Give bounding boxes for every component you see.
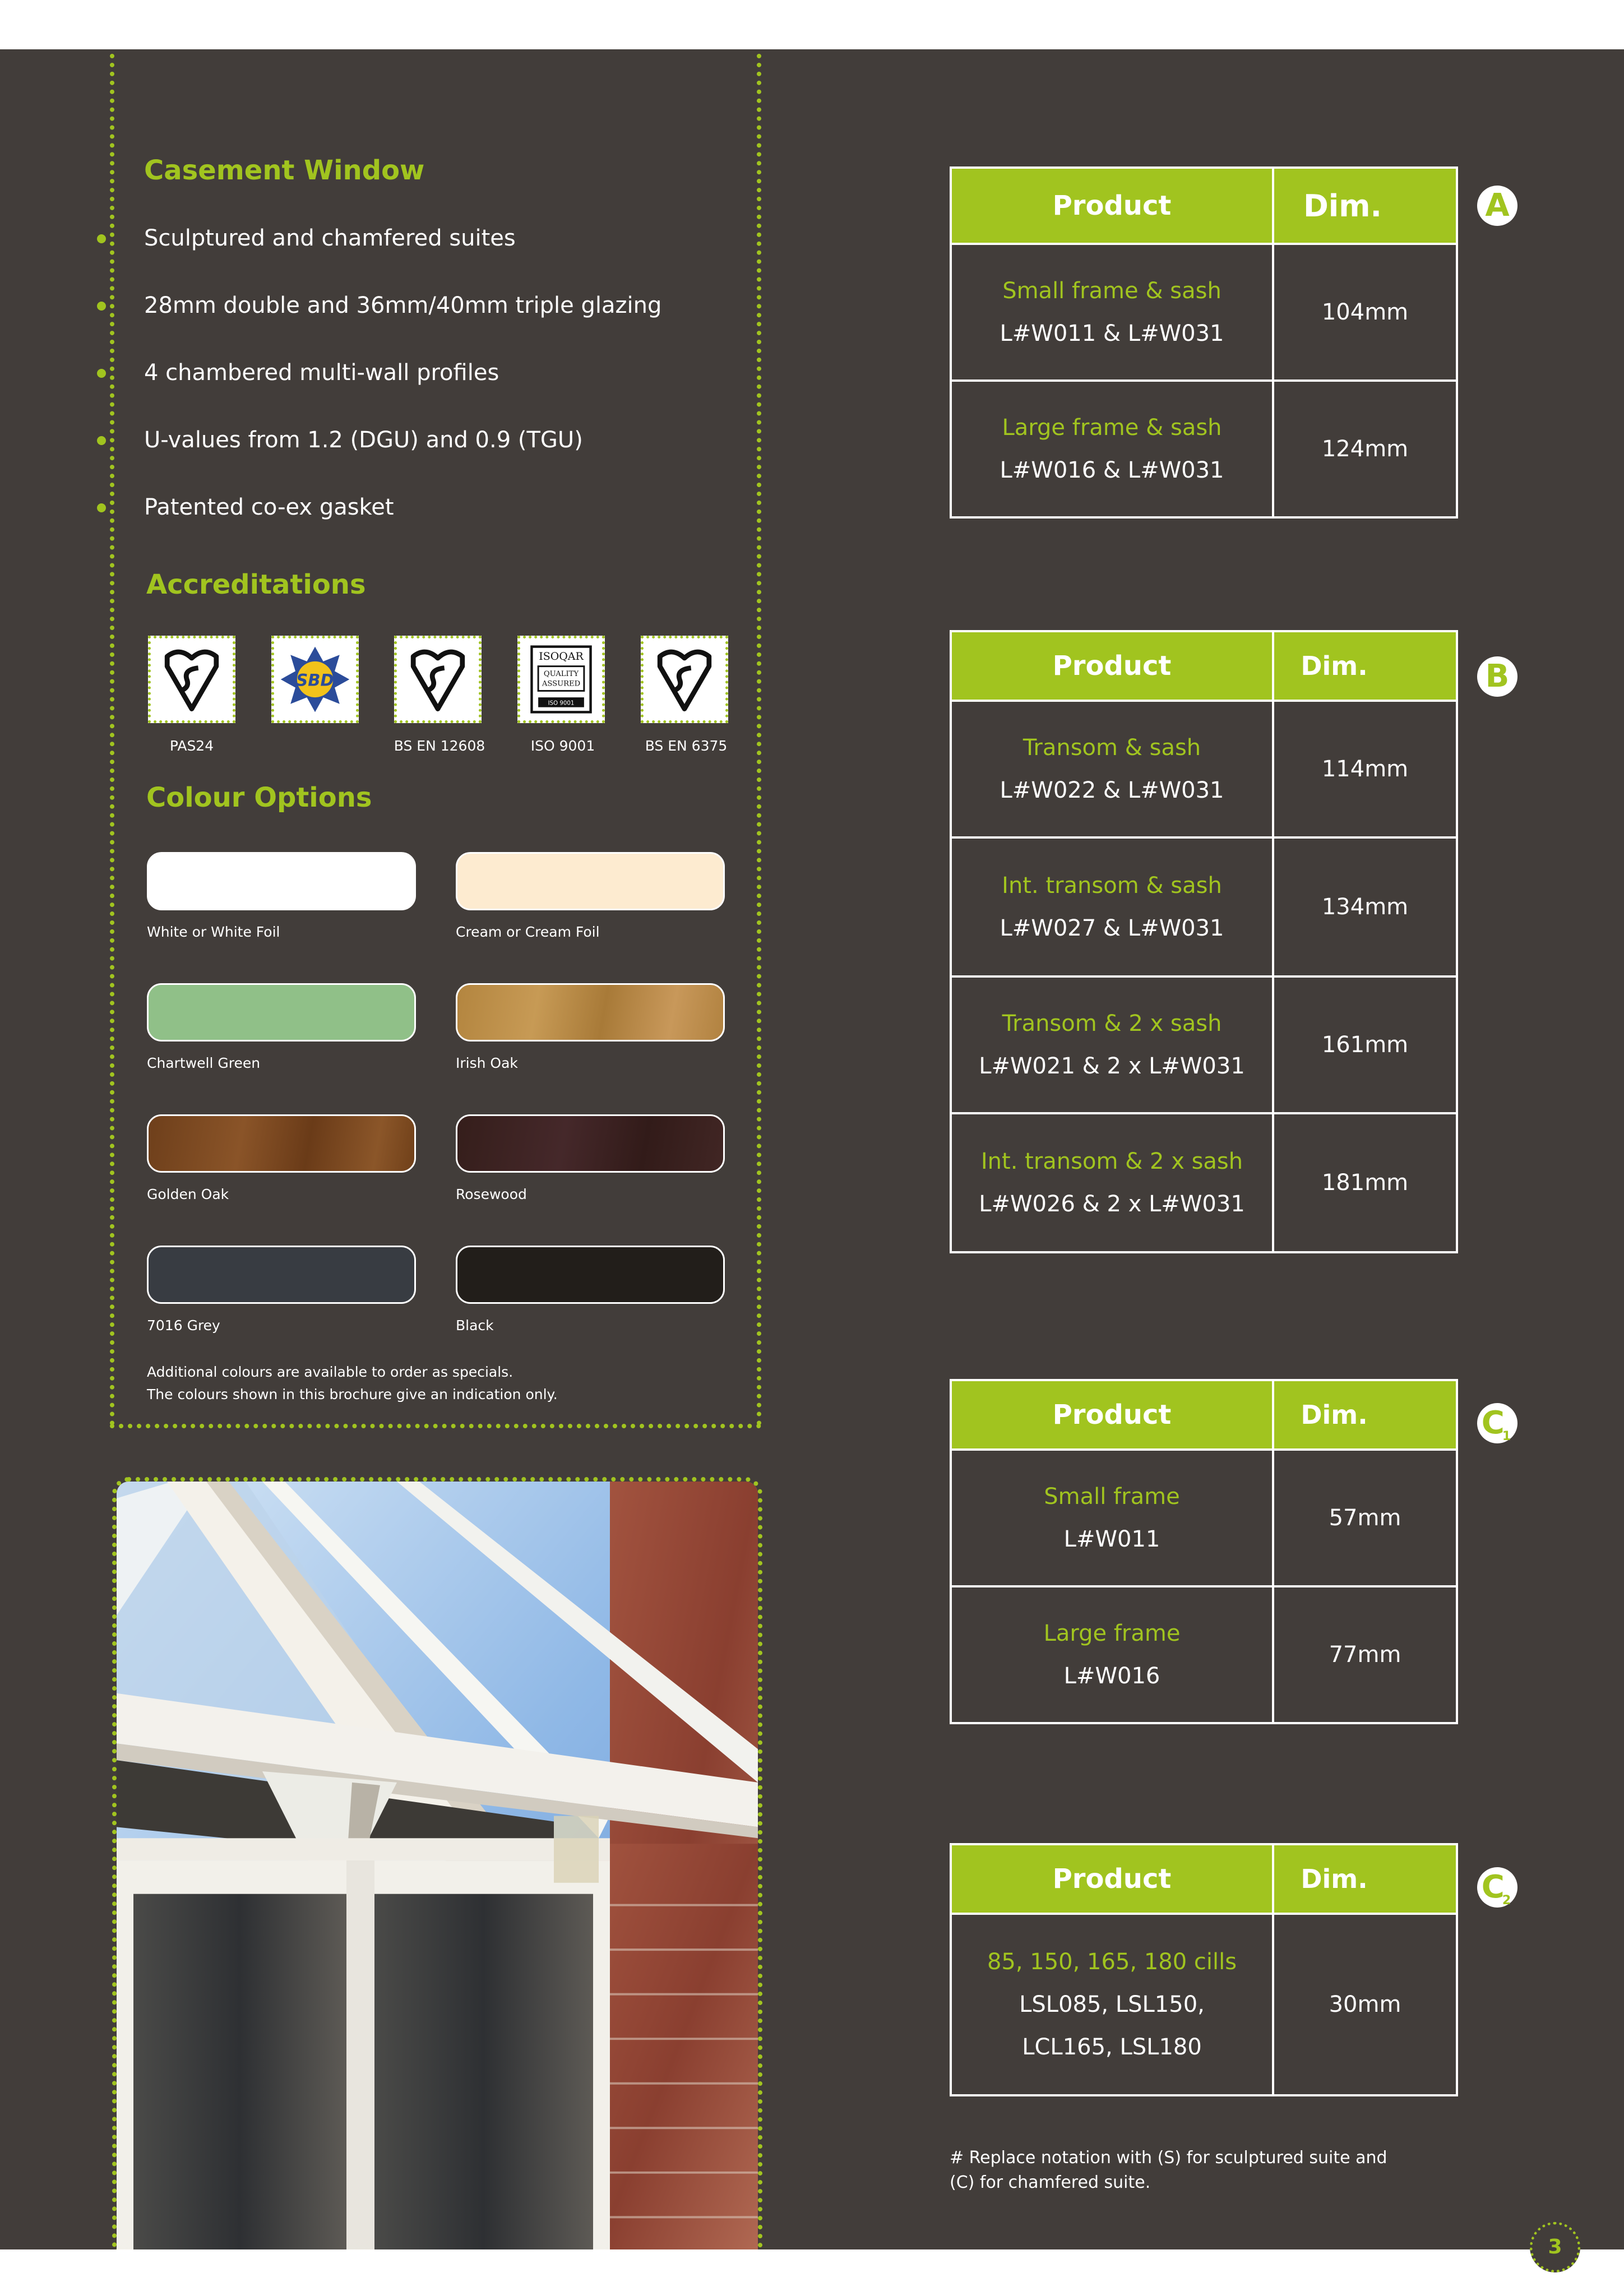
swatch-label: Irish Oak	[456, 1055, 518, 1071]
colour-note-line: Additional colours are available to order as specials.	[147, 1364, 513, 1380]
product-name: Small frame & sash	[1002, 278, 1222, 304]
feature-item: Patented co-ex gasket	[144, 494, 394, 520]
dim-value: 134mm	[1273, 837, 1457, 976]
colour-options-title: Colour Options	[146, 782, 372, 813]
header-dim-label	[1229, 188, 1456, 224]
swatch-label: White or White Foil	[147, 924, 280, 940]
swatch-black	[456, 1246, 725, 1304]
header-product: Product	[951, 1844, 1273, 1914]
table-row	[951, 1113, 1457, 1252]
dim-value: 30mm	[1273, 1914, 1457, 2095]
table-row	[951, 381, 1457, 517]
product-codes: LSL085, LSL150,	[1019, 1992, 1205, 2017]
dim-badge-c2	[1477, 1867, 1517, 1908]
badge-letter: C	[1481, 1869, 1505, 1905]
casement-title: Casement Window	[144, 155, 425, 186]
product-codes: LCL165, LSL180	[1022, 2034, 1202, 2060]
left-panel-border	[110, 1424, 761, 1428]
product-cell	[951, 1586, 1273, 1723]
product-name: Large frame	[1043, 1621, 1181, 1646]
dim-value: 104mm	[1273, 244, 1457, 381]
product-codes: L#W016 & L#W031	[1000, 457, 1224, 483]
header-dim	[1273, 1380, 1511, 1450]
header-dim-label	[1213, 651, 1456, 681]
header-product: Product	[951, 1380, 1273, 1450]
dim-value: 124mm	[1273, 381, 1457, 517]
product-name: Transom & 2 x sash	[1002, 1011, 1222, 1036]
colour-note	[147, 1361, 558, 1406]
dim-table-a	[950, 166, 1510, 519]
feature-item: Sculptured and chamfered suites	[144, 225, 516, 251]
table-header-row	[951, 168, 1457, 244]
dim-value: 57mm	[1273, 1450, 1457, 1586]
dim-table-c2	[950, 1843, 1511, 2096]
swatch-7016-grey	[147, 1246, 416, 1304]
dim-value: 77mm	[1273, 1586, 1457, 1723]
swatch-irish-oak	[456, 983, 725, 1041]
table-header-row	[951, 631, 1457, 701]
table-row	[951, 244, 1457, 381]
swatch-golden-oak	[147, 1114, 416, 1173]
header-dim-text: Dim.	[1301, 651, 1368, 681]
kitemark-icon	[394, 636, 482, 723]
svg-text:QUALITY: QUALITY	[543, 670, 579, 679]
header-dim-text: Dim.	[1303, 188, 1382, 224]
dim-badge-c1	[1477, 1403, 1517, 1443]
product-cell	[951, 837, 1273, 976]
left-panel-border	[110, 54, 114, 1426]
swatch-label: 7016 Grey	[147, 1317, 220, 1334]
product-codes: L#W016	[1063, 1663, 1160, 1689]
dim-table-b	[950, 630, 1510, 1253]
table-row	[951, 837, 1457, 976]
table-header-row	[951, 1844, 1457, 1914]
svg-text:ASSURED: ASSURED	[542, 679, 581, 688]
dim-badge-b	[1477, 656, 1517, 697]
colour-note-line: The colours shown in this brochure give an indication only.	[147, 1386, 558, 1402]
header-dim-label	[1213, 1400, 1456, 1430]
badge-subscript: 1	[1502, 1429, 1511, 1443]
product-cell	[951, 244, 1273, 381]
dim-badge-a	[1477, 186, 1517, 226]
left-panel-border	[757, 54, 761, 1426]
svg-text:ISOQAR: ISOQAR	[539, 650, 584, 663]
swatch-label: Cream or Cream Foil	[456, 924, 600, 940]
dim-table-c1	[950, 1379, 1511, 1724]
swatch-label: Black	[456, 1317, 494, 1334]
feature-item: 28mm double and 36mm/40mm triple glazing	[144, 293, 662, 318]
badge-letter: A	[1485, 187, 1510, 224]
product-cell	[951, 976, 1273, 1113]
logo-caption: BS EN 12608	[394, 738, 485, 754]
header-dim	[1273, 1844, 1511, 1914]
feature-item: U-values from 1.2 (DGU) and 0.9 (TGU)	[144, 427, 583, 453]
product-codes: L#W011	[1063, 1526, 1160, 1552]
product-cell	[951, 1113, 1273, 1252]
badge-letter: C	[1481, 1405, 1505, 1441]
product-codes: L#W027 & L#W031	[1000, 915, 1224, 941]
table-header-row	[951, 1380, 1457, 1450]
product-codes: L#W011 & L#W031	[1000, 321, 1224, 346]
badge-subscript: 2	[1502, 1894, 1511, 1908]
product-codes: L#W021 & 2 x L#W031	[979, 1053, 1245, 1079]
swatch-label: Golden Oak	[147, 1186, 229, 1202]
svg-text:ISO 9001: ISO 9001	[548, 700, 575, 707]
swatch-cream	[456, 852, 725, 910]
footnote-line: # Replace notation with (S) for sculptured suite and	[950, 2148, 1387, 2168]
header-dim	[1273, 168, 1510, 244]
logo-caption: PAS24	[169, 738, 214, 754]
kitemark-icon	[148, 636, 235, 723]
table-row	[951, 701, 1457, 837]
page-number: 3	[1530, 2222, 1580, 2272]
isoqar-icon	[517, 636, 605, 723]
swatch-white	[147, 852, 416, 910]
logo-caption: BS EN 6375	[645, 738, 728, 754]
swatch-label: Chartwell Green	[147, 1055, 261, 1071]
swatch-chartwell-green	[147, 983, 416, 1041]
table-row	[951, 1586, 1457, 1723]
logo-caption: ISO 9001	[530, 738, 595, 754]
footnote	[950, 2146, 1387, 2195]
header-dim	[1273, 631, 1510, 701]
header-product: Product	[951, 631, 1273, 701]
svg-text:SBD: SBD	[296, 670, 334, 690]
header-dim-text: Dim.	[1301, 1400, 1368, 1430]
product-name: Transom & sash	[1022, 735, 1201, 761]
product-cell	[951, 701, 1273, 837]
header-product: Product	[951, 168, 1273, 244]
dim-value: 161mm	[1273, 976, 1457, 1113]
product-cell	[951, 1914, 1273, 2095]
header-dim-label	[1213, 1864, 1456, 1894]
feature-item: 4 chambered multi-wall profiles	[144, 360, 499, 386]
header-dim-text: Dim.	[1301, 1864, 1368, 1894]
product-name: Int. transom & sash	[1002, 873, 1222, 899]
table-row	[951, 1914, 1457, 2095]
product-cell	[951, 1450, 1273, 1586]
dim-value: 114mm	[1273, 701, 1457, 837]
swatch-rosewood	[456, 1114, 725, 1173]
product-codes: L#W026 & 2 x L#W031	[979, 1191, 1245, 1217]
product-name: 85, 150, 165, 180 cills	[987, 1949, 1237, 1975]
product-name: Small frame	[1044, 1484, 1180, 1510]
badge-letter: B	[1485, 658, 1510, 695]
swatch-label: Rosewood	[456, 1186, 527, 1202]
table-row	[951, 1450, 1457, 1586]
accreditations-title: Accreditations	[146, 569, 366, 600]
dim-value: 181mm	[1273, 1113, 1457, 1252]
product-codes: L#W022 & L#W031	[1000, 777, 1224, 803]
product-cell	[951, 381, 1273, 517]
table-row	[951, 976, 1457, 1113]
product-name: Large frame & sash	[1002, 415, 1222, 441]
sbd-icon	[271, 636, 359, 723]
footnote-line: (C) for chamfered suite.	[950, 2173, 1151, 2192]
kitemark-icon	[641, 636, 728, 723]
product-name: Int. transom & 2 x sash	[980, 1149, 1243, 1174]
window-photo	[112, 1477, 762, 2249]
